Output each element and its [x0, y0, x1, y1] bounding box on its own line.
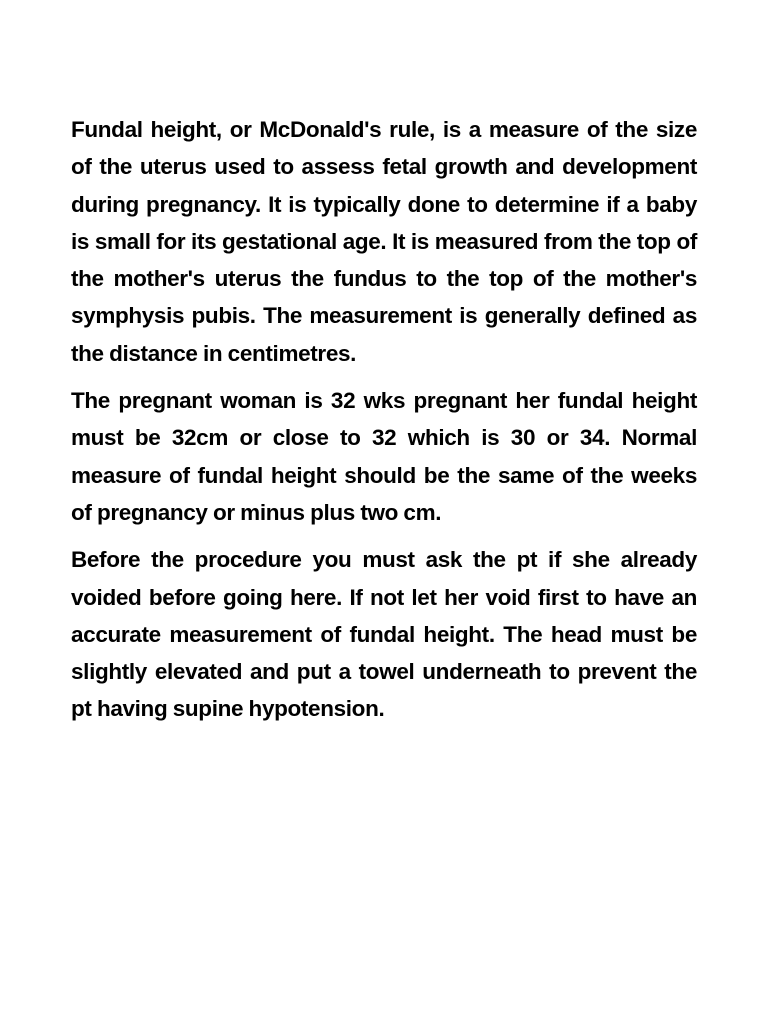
paragraph-fundal-height-example: The pregnant woman is 32 wks pregnant her fundal height must be 32cm or close to 32 which is 30 or 34. Normal measure of fundal height should be the same of the weeks of pregnancy or minus plus two cm.: [71, 388, 697, 525]
document-page: [71, 111, 697, 738]
paragraph-procedure-preparation: Before the procedure you must ask the pt if she already voided before going here. If not let her void first to have an accurate measurement of fundal height. The head must be slightly elevated and put a towel underneath to prevent the pt having supine hypotension.: [71, 547, 697, 722]
paragraph-fundal-height-definition: Fundal height, or McDonald's rule, is a measure of the size of the uterus used to assess fetal growth and development during pregnancy. It is typically done to determine if a baby is small for its gestational age. It is measured from the top of the mother's uterus the fundus to the top of the mother's symphysis pubis. The measurement is generally defined as the distance in centimetres.: [71, 117, 697, 366]
